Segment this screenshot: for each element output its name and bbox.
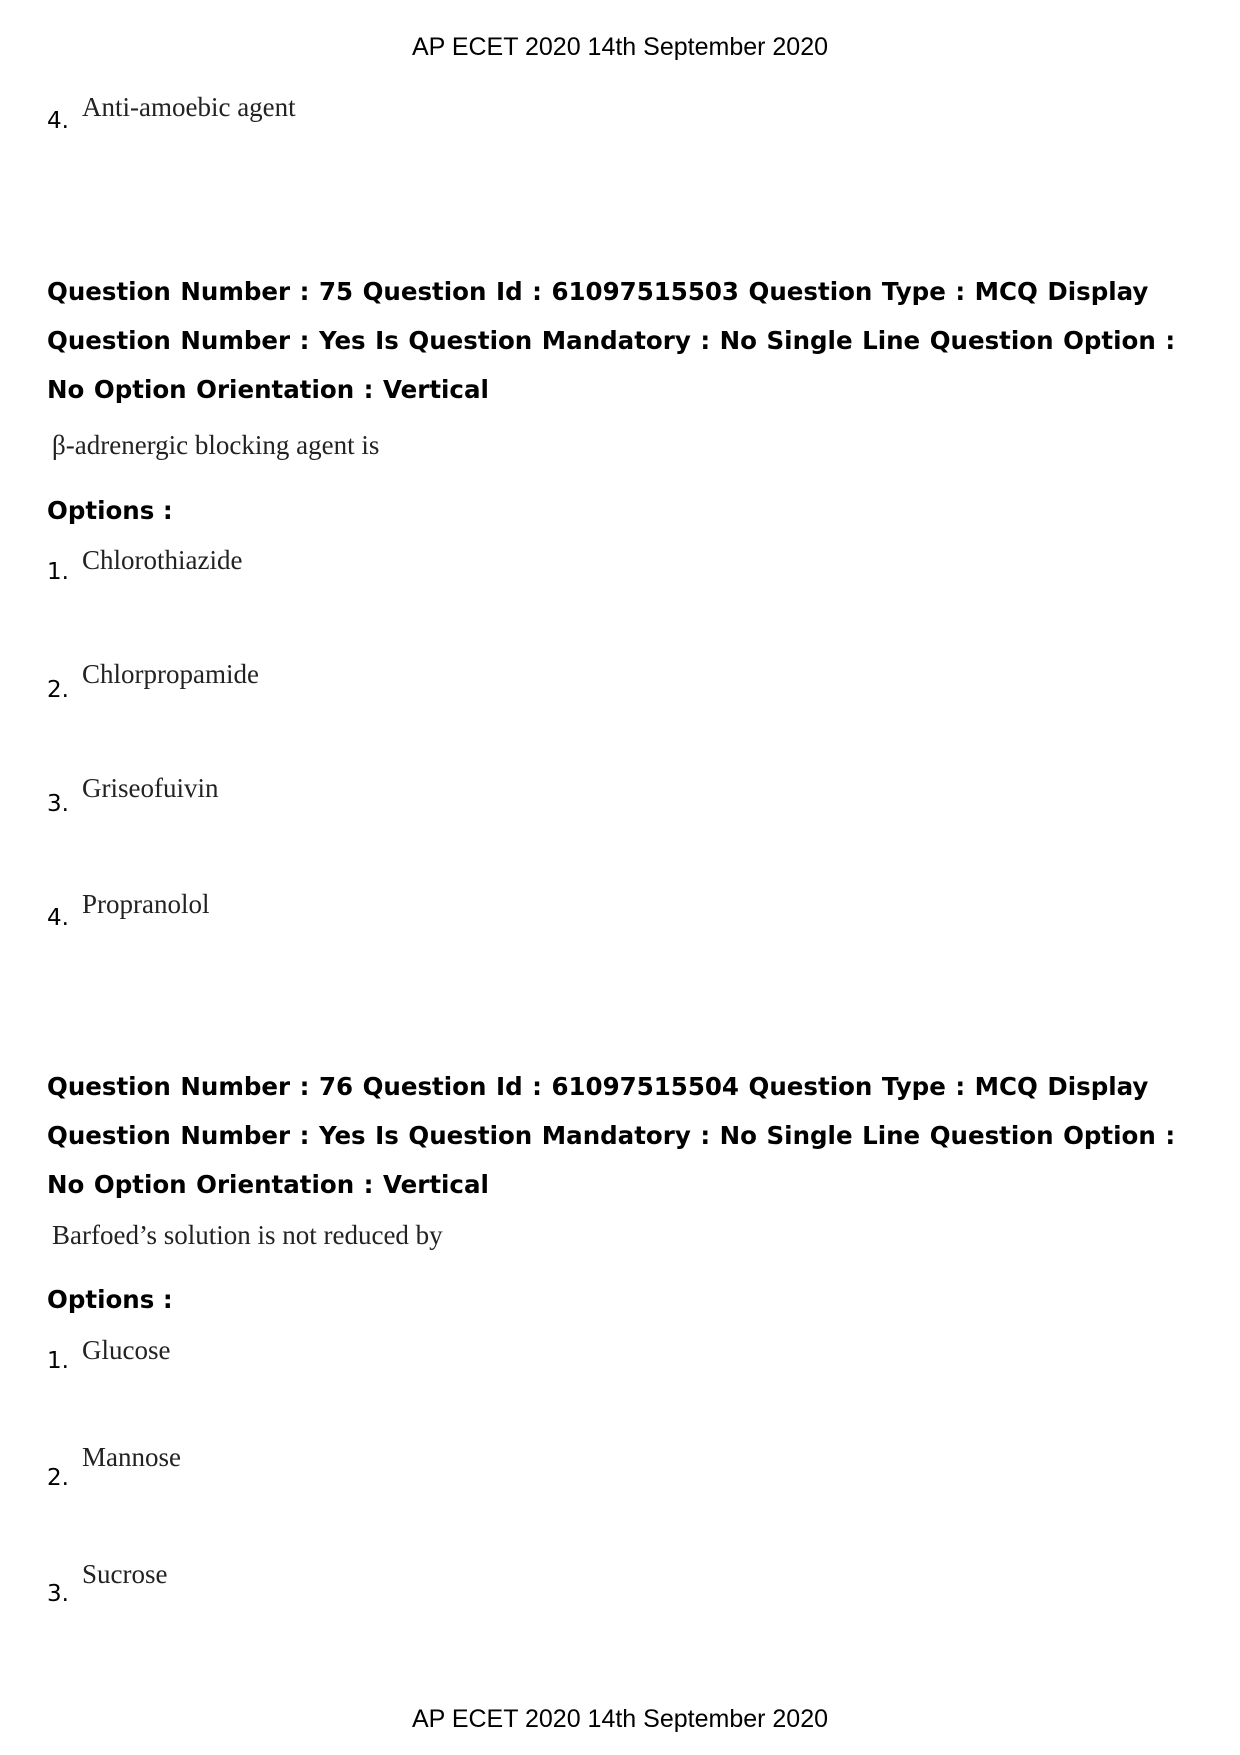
question-76-options-label: Options : (47, 1285, 173, 1314)
question-75-meta: Question Number : 75 Question Id : 61097515503 Question Type : MCQ Display Question Number : Yes Is Question Mandatory : No Single Line Question Option : No Option Orientation : Vertical (47, 277, 1176, 404)
option-number: 1. (47, 1348, 69, 1374)
option-number: 4. (47, 905, 69, 931)
option-text: Anti-amoebic agent (82, 92, 296, 122)
option-text: Chlorpropamide (82, 659, 259, 689)
option-number: 3. (47, 1581, 69, 1607)
question-76-meta: Question Number : 76 Question Id : 61097515504 Question Type : MCQ Display Question Number : Yes Is Question Mandatory : No Single Line Question Option : No Option Orientation : Vertical (47, 1072, 1176, 1199)
option-text: Mannose (82, 1442, 181, 1472)
question-75-options-label: Options : (47, 496, 173, 525)
option-number: 4. (47, 108, 69, 134)
question-76-text: Barfoed’s solution is not reduced by (52, 1220, 443, 1250)
option-number: 2. (47, 1465, 69, 1491)
question-75-text: β-adrenergic blocking agent is (52, 430, 380, 460)
option-text: Propranolol (82, 889, 210, 919)
option-text: Glucose (82, 1335, 171, 1365)
page-footer: AP ECET 2020 14th September 2020 (411, 1705, 829, 1733)
option-number: 1. (47, 559, 69, 585)
option-number: 2. (47, 677, 69, 703)
option-text: Sucrose (82, 1559, 168, 1589)
option-text: Griseofuivin (82, 773, 219, 803)
option-number: 3. (47, 791, 69, 817)
option-text: Chlorothiazide (82, 545, 243, 575)
page-header: AP ECET 2020 14th September 2020 (411, 33, 829, 61)
